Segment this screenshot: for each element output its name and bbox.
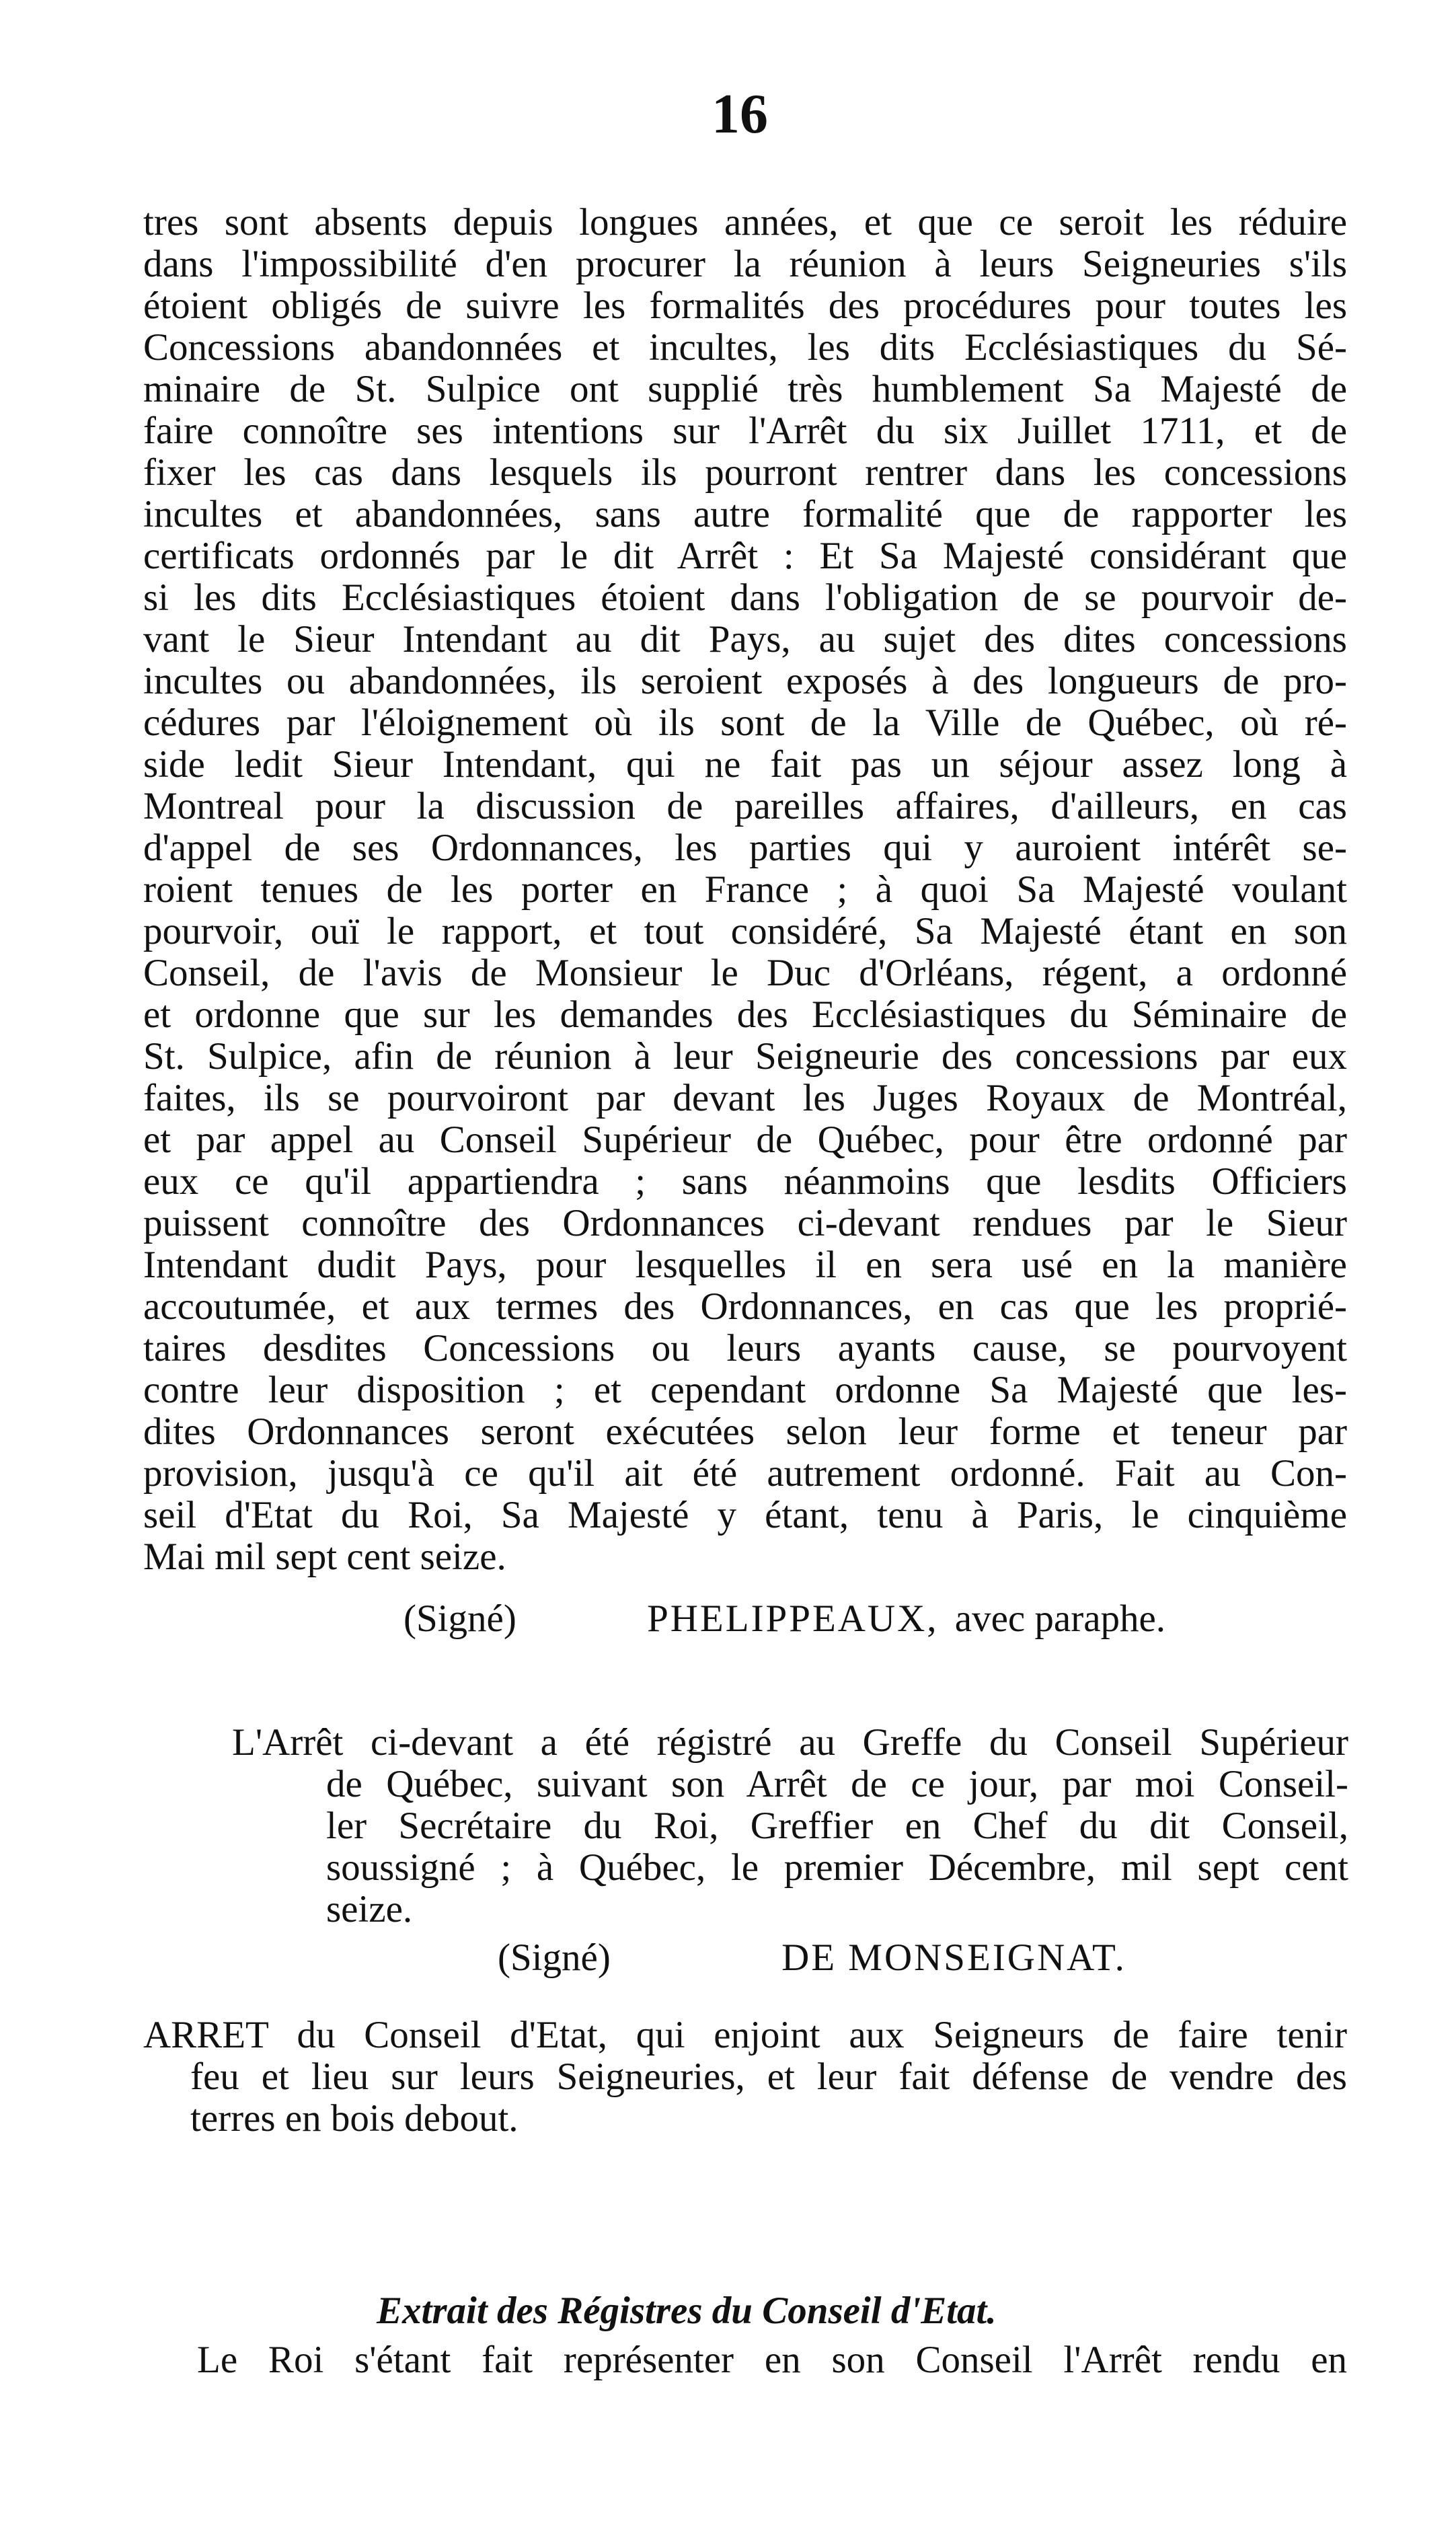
paragraph-decree — [143, 202, 1347, 1578]
text-line: cédures par l'éloignement où ils sont de la Ville de Québec, où ré- — [143, 702, 1347, 744]
text-line: Conseil, de l'avis de Monsieur le Duc d'Orléans, régent, a ordonné — [143, 952, 1347, 994]
text-line: Intendant dudit Pays, pour lesquelles il en sera usé en la manière — [143, 1244, 1347, 1286]
text-line: minaire de St. Sulpice ont supplié très humblement Sa Majesté de — [143, 368, 1347, 410]
text-line: vant le Sieur Intendant au dit Pays, au sujet des dites concessions — [143, 618, 1347, 661]
signatory-name: DE MONSEIGNAT. — [781, 1936, 1126, 1979]
text-line: incultes et abandonnées, sans autre formalité que de rapporter les — [143, 493, 1347, 535]
text-line: étoient obligés de suivre les formalités des procédures pour toutes les — [143, 285, 1347, 327]
text-line: si les dits Ecclésiastiques étoient dans l'obligation de se pourvoir de- — [143, 576, 1347, 619]
text-line: de Québec, suivant son Arrêt de ce jour, par moi Conseil- — [326, 1763, 1348, 1805]
text-line: Concessions abandonnées et incultes, les dits Ecclésiastiques du Sé- — [143, 326, 1347, 369]
extract-heading: Extrait des Régistres du Conseil d'Etat. — [377, 2290, 997, 2332]
text-line: ARRET du Conseil d'Etat, qui enjoint aux Seigneurs de faire tenir — [143, 2014, 1347, 2056]
text-line: side ledit Sieur Intendant, qui ne fait pas un séjour assez long à — [143, 743, 1347, 786]
paragraph-arret-heading — [143, 2014, 1347, 2140]
text-line: St. Sulpice, afin de réunion à leur Seigneurie des concessions par eux — [143, 1035, 1347, 1078]
text-line: provision, jusqu'à ce qu'il ait été autrement ordonné. Fait au Con- — [143, 1452, 1347, 1495]
text-line: seil d'Etat du Roi, Sa Majesté y étant, tenu à Paris, le cinquième — [143, 1494, 1347, 1536]
text-line: fixer les cas dans lesquels ils pourront rentrer dans les concessions — [143, 451, 1347, 494]
signature-monseignat — [498, 1937, 1126, 1979]
text-line: seize. — [326, 1888, 413, 1930]
paragraph-registration — [232, 1722, 1348, 1930]
text-line: ler Secrétaire du Roi, Greffier en Chef du dit Conseil, — [326, 1805, 1348, 1847]
text-line: dans l'impossibilité d'en procurer la réunion à leurs Seigneuries s'ils — [143, 243, 1347, 285]
text-line: roient tenues de les porter en France ; à quoi Sa Majesté voulant — [143, 868, 1347, 911]
text-line: soussigné ; à Québec, le premier Décembre, mil sept cent — [326, 1846, 1348, 1889]
text-line: faites, ils se pourvoiront par devant les Juges Royaux de Montréal, — [143, 1077, 1347, 1119]
text-line: et par appel au Conseil Supérieur de Québec, pour être ordonné par — [143, 1119, 1347, 1161]
signature-phelippeaux — [404, 1598, 1165, 1640]
page-number: 16 — [712, 83, 768, 145]
text-line: taires desdites Concessions ou leurs ayants cause, se pourvoyent — [143, 1327, 1347, 1369]
text-line: tres sont absents depuis longues années, et que ce seroit les réduire — [143, 201, 1347, 243]
text-line: Mai mil sept cent seize. — [143, 1536, 506, 1578]
text-line: puissent connoître des Ordonnances ci-devant rendues par le Sieur — [143, 1202, 1347, 1244]
text-line: terres en bois debout. — [190, 2097, 519, 2140]
text-line: eux ce qu'il appartiendra ; sans néanmoins que lesdits Officiers — [143, 1160, 1347, 1203]
signature-suffix: avec paraphe. — [954, 1597, 1166, 1640]
text-line: et ordonne que sur les demandes des Ecclésiastiques du Séminaire de — [143, 993, 1347, 1036]
text-line: Montreal pour la discussion de pareilles affaires, d'ailleurs, en cas — [143, 785, 1347, 827]
text-line: Le Roi s'étant fait représenter en son Conseil l'Arrêt rendu en — [197, 2339, 1347, 2381]
text-line: incultes ou abandonnées, ils seroient exposés à des longueurs de pro- — [143, 660, 1347, 702]
signed-label: (Signé) — [498, 1936, 611, 1979]
signed-label: (Signé) — [404, 1597, 516, 1640]
text-line: d'appel de ses Ordonnances, les parties qui y auroient intérêt se- — [143, 827, 1347, 869]
text-line: accoutumée, et aux termes des Ordonnances, en cas que les proprié- — [143, 1285, 1347, 1328]
text-line: dites Ordonnances seront exécutées selon leur forme et teneur par — [143, 1410, 1347, 1453]
text-line: feu et lieu sur leurs Seigneuries, et leur fait défense de vendre des — [190, 2056, 1347, 2098]
signatory-name: PHELIPPEAUX, — [647, 1597, 939, 1640]
text-line: certificats ordonnés par le dit Arrêt : Et Sa Majesté considérant que — [143, 535, 1347, 577]
text-line: pourvoir, ouï le rapport, et tout considéré, Sa Majesté étant en son — [143, 910, 1347, 952]
text-line: contre leur disposition ; et cependant ordonne Sa Majesté que les- — [143, 1369, 1347, 1411]
text-line: L'Arrêt ci-devant a été régistré au Greffe du Conseil Supérieur — [232, 1721, 1348, 1764]
paragraph-final — [143, 2339, 1347, 2381]
text-line: faire connoître ses intentions sur l'Arrêt du six Juillet 1711, et de — [143, 410, 1347, 452]
